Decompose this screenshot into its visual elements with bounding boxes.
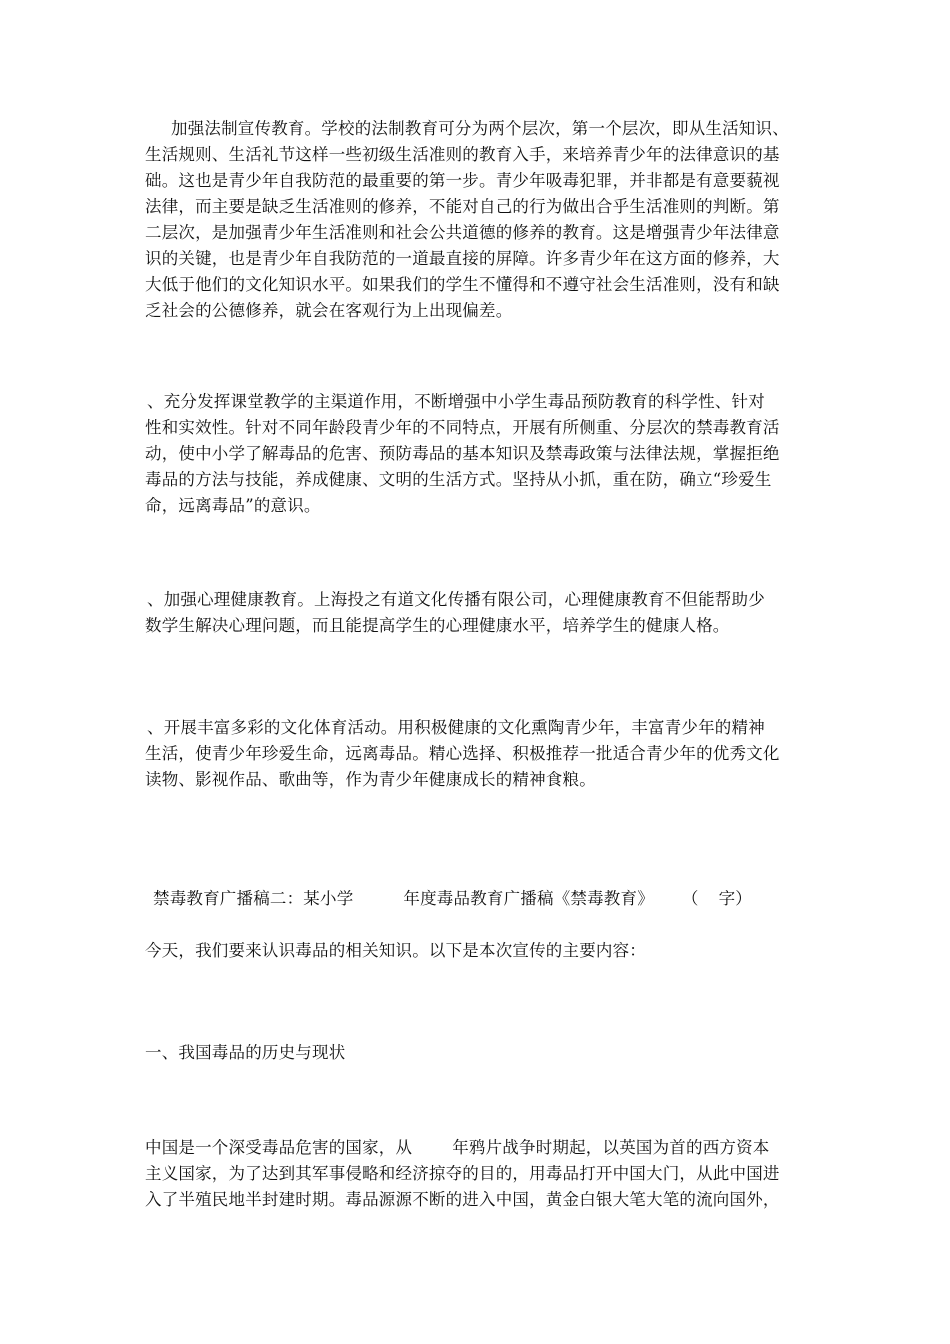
paragraph-cultural-activities (145, 715, 810, 793)
text-line: 大低于他们的文化知识水平。如果我们的学生不懂得和不遵守社会生活准则，没有和缺 (145, 275, 780, 294)
text-line: 生活规则、生活礼节这样一些初级生活准则的教育入手，来培养青少年的法律意识的基 (145, 145, 780, 164)
text-segment: 年鸦片战争时期起，以英国为首的西方资本 (452, 1138, 770, 1157)
text-line: 动，使中小学了解毒品的危害、预防毒品的基本知识及禁毒政策与法律法规，掌握拒绝 (145, 444, 780, 463)
broadcast-title (145, 886, 810, 912)
paragraph-classroom-teaching (145, 389, 810, 519)
title-part: （ (681, 889, 699, 908)
text-line: 性和实效性。针对不同年龄段青少年的不同特点，开展有所侧重、分层次的禁毒教育活 (145, 418, 780, 437)
title-part: 年度毒品教育广播稿《禁毒教育》 (403, 889, 654, 908)
text-line: 生活，使青少年珍爱生命，远离毒品。精心选择、积极推荐一批适合青少年的优秀文化 (145, 744, 780, 763)
text-segment: 中国是一个深受毒品危害的国家，从 (145, 1138, 413, 1157)
text-line (145, 1135, 810, 1161)
title-part: 字） (718, 889, 753, 908)
text-line: 毒品的方法与技能，养成健康、文明的生活方式。坚持从小抓，重在防，确立“珍爱生 (145, 470, 772, 489)
intro-line (145, 938, 810, 964)
text-line: 二层次，是加强青少年生活准则和社会公共道德的修养的教育。这是增强青少年法律意 (145, 223, 780, 242)
text-line: 识的关键，也是青少年自我防范的一道最直接的屏障。许多青少年在这方面的修养，大 (145, 249, 780, 268)
heading-text: 一、我国毒品的历史与现状 (145, 1043, 346, 1062)
section-heading (145, 1040, 810, 1066)
text-line: 、充分发挥课堂教学的主渠道作用，不断增强中小学生毒品预防教育的科学性、针对 (147, 392, 765, 411)
paragraph-history (145, 1135, 810, 1213)
text-line: 础。这也是青少年自我防范的最重要的第一步。青少年吸毒犯罪，并非都是有意要藐视 (145, 171, 780, 190)
text-line: 乏社会的公德修养，就会在客观行为上出现偏差。 (145, 301, 513, 320)
text-line: 法律，而主要是缺乏生活准则的修养，不能对自己的行为做出合乎生活准则的判断。第 (145, 197, 780, 216)
text-line: 、开展丰富多彩的文化体育活动。用积极健康的文化熏陶青少年，丰富青少年的精神 (147, 718, 765, 737)
text-line: 今天，我们要来认识毒品的相关知识。以下是本次宣传的主要内容： (145, 941, 646, 960)
paragraph-legal-education (145, 116, 810, 324)
text-line: 、加强心理健康教育。上海投之有道文化传播有限公司，心理健康教育不但能帮助少 (147, 590, 765, 609)
text-line: 数学生解决心理问题，而且能提高学生的心理健康水平，培养学生的健康人格。 (145, 616, 730, 635)
title-part: 禁毒教育广播稿二：某小学 (153, 889, 354, 908)
text-line: 主义国家，为了达到其军事侵略和经济掠夺的目的，用毒品打开中国大门，从此中国进 (145, 1164, 780, 1183)
text-line: 入了半殖民地半封建时期。毒品源源不断的进入中国，黄金白银大笔大笔的流向国外， (145, 1190, 780, 1209)
text-line: 读物、影视作品、歌曲等，作为青少年健康成长的精神食粮。 (145, 770, 596, 789)
title-line (145, 886, 810, 912)
text-line: 命，远离毒品”的意识。 (145, 496, 321, 515)
text-line: 加强法制宣传教育。学校的法制教育可分为两个层次，第一个层次，即从生活知识、 (171, 119, 789, 138)
paragraph-mental-health (145, 587, 810, 639)
